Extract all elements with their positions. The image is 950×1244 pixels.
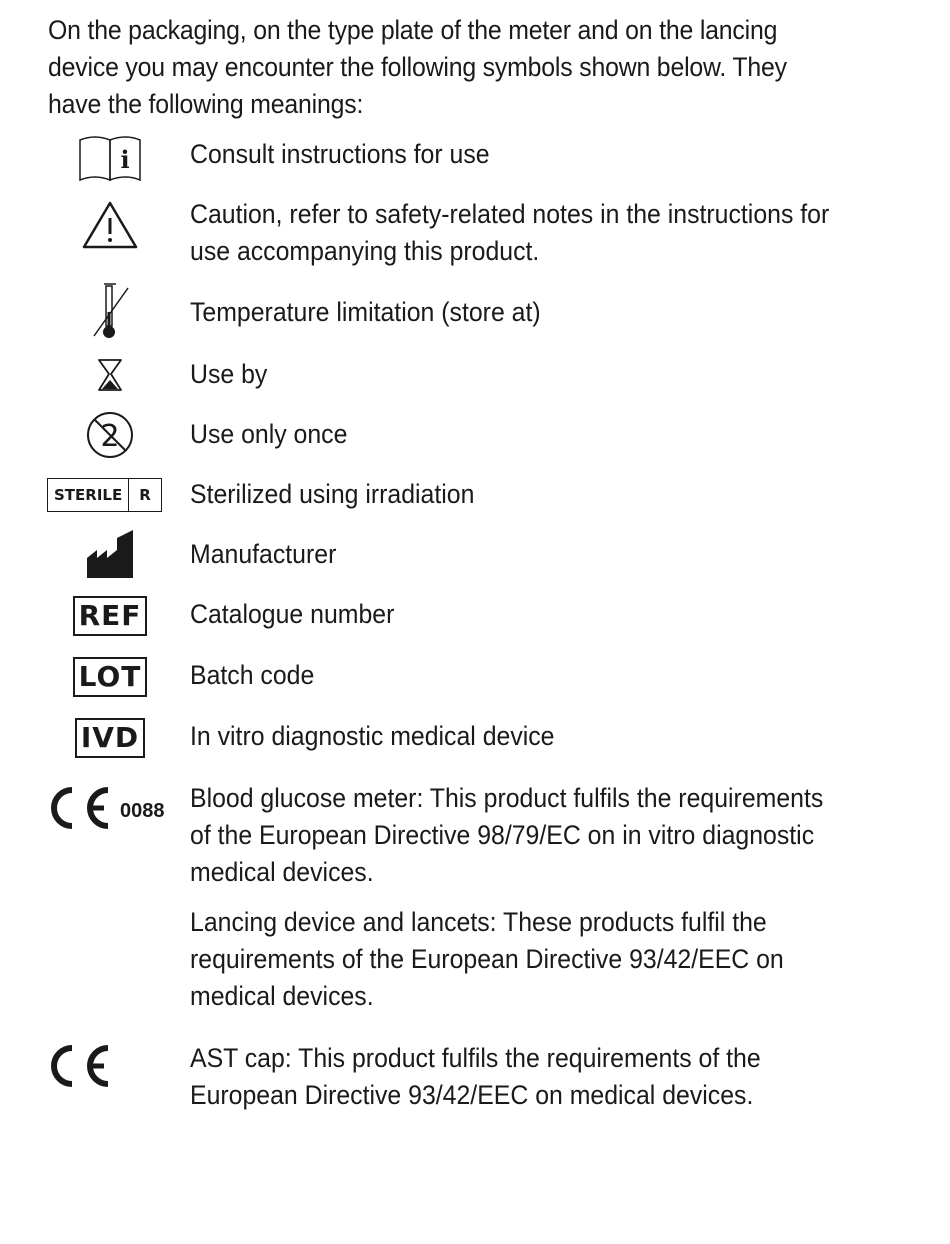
sterile-label: STERILE: [54, 486, 123, 504]
symbol-description: Blood glucose meter: This product fulfils the requirements of the European Directive 98/79/EC on in vitro diagnostic medical devices.: [190, 783, 824, 887]
symbol-description: Temperature limitation (store at): [190, 297, 541, 327]
single-use-number: 2: [100, 419, 120, 454]
symbol-description: Consult instructions for use: [190, 139, 490, 169]
symbol-description: Use only once: [190, 419, 348, 449]
ce-notified-body-number: 0088: [120, 800, 165, 822]
intro-paragraph: On the packaging, on the type plate of the meter and on the lancing device you may encounter the following symbols shown below. They have the following meanings:: [48, 15, 787, 119]
symbol-description-secondary: Lancing device and lancets: These products fulfil the requirements of the European Directive 93/42/EEC on medical devices.: [190, 907, 784, 1011]
lot-icon: [40, 657, 180, 697]
ref-icon: [40, 596, 180, 636]
symbol-description: Caution, refer to safety-related notes in the instructions for use accompanying this product.: [190, 199, 830, 266]
sterile-r-icon: [47, 478, 162, 512]
symbol-description: Batch code: [190, 660, 315, 690]
manufacturer-icon: [40, 530, 180, 580]
symbol-description: Use by: [190, 359, 268, 389]
symbol-description: Sterilized using irradiation: [190, 479, 475, 509]
symbol-description: Catalogue number: [190, 599, 395, 629]
ce-mark-icon: [46, 786, 165, 830]
symbol-description: AST cap: This product fulfils the requirements of the European Directive 93/42/EEC on medical devices.: [190, 1043, 761, 1110]
sterile-r-label: R: [128, 479, 161, 511]
ivd-icon: [40, 718, 180, 758]
ce-mark-icon: [46, 1044, 112, 1088]
symbol-description: Manufacturer: [190, 539, 337, 569]
ivd-label: IVD: [75, 718, 145, 758]
caution-triangle-icon: [40, 200, 180, 250]
svg-text:i: i: [120, 145, 130, 174]
symbol-description: In vitro diagnostic medical device: [190, 721, 555, 751]
instructions-book-icon: [40, 134, 180, 182]
lot-label: LOT: [73, 657, 148, 697]
ref-label: REF: [73, 596, 148, 636]
single-use-icon: [40, 410, 180, 460]
hourglass-icon: [40, 358, 180, 392]
temperature-limit-icon: [40, 282, 180, 340]
